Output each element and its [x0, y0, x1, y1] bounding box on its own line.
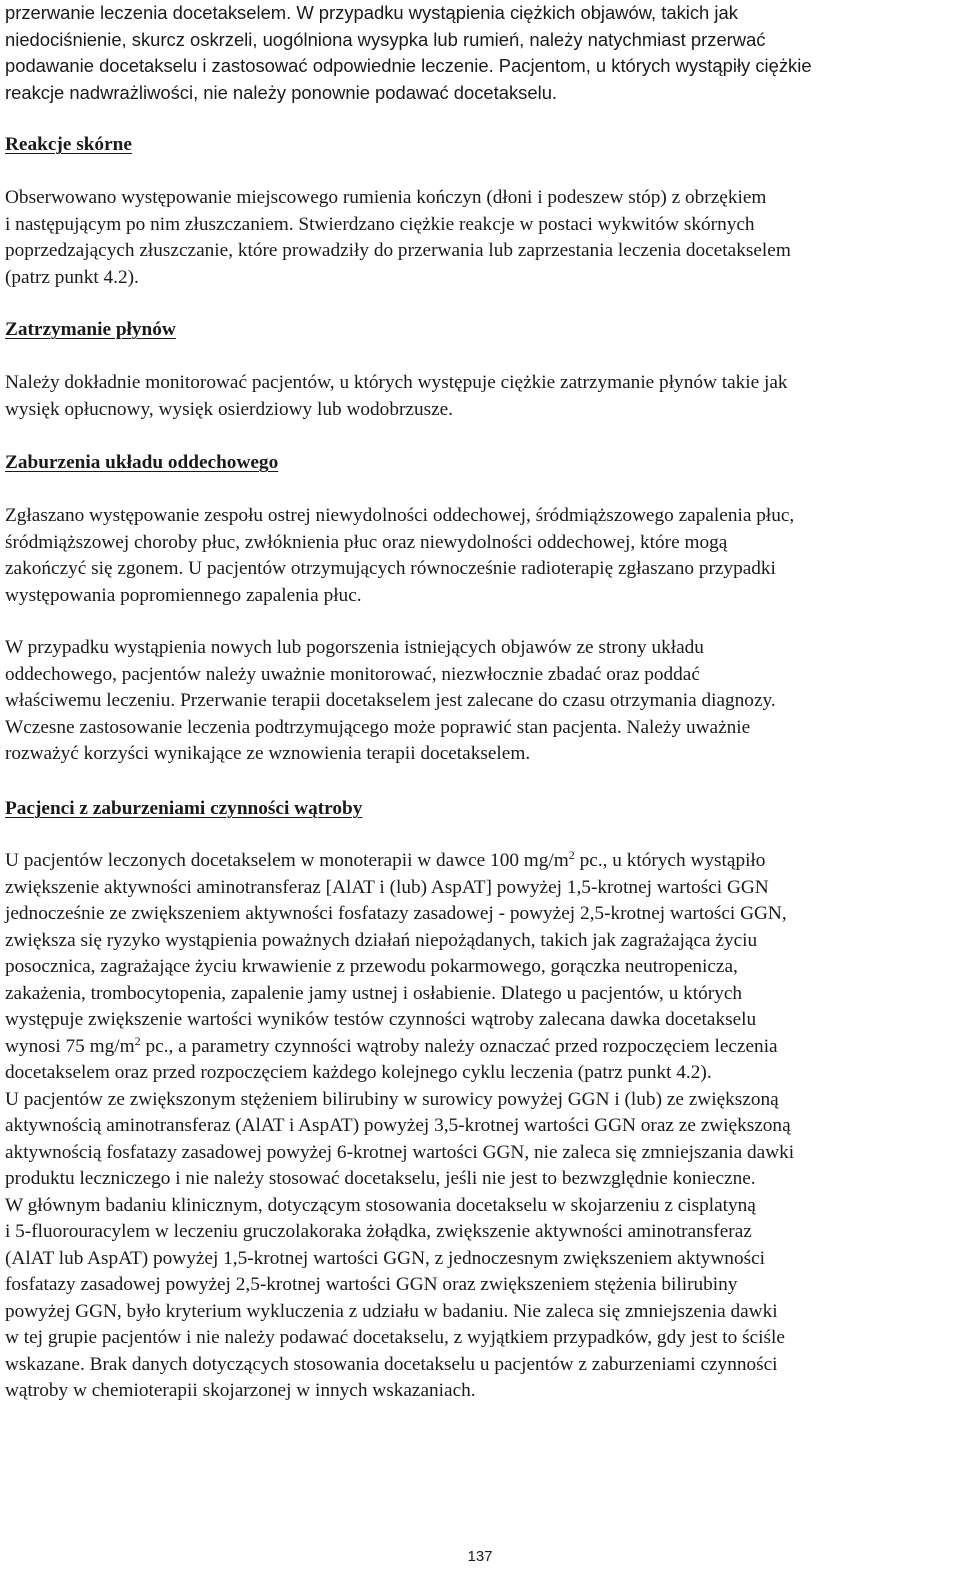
- text-line: W przypadku wystąpienia nowych lub pogorszenia istniejących objawów ze strony układu: [5, 637, 704, 658]
- hepatic-impairment-paragraph: [5, 848, 794, 1405]
- text-line: [5, 848, 794, 875]
- text-line: fosfatazy zasadowej powyżej 2,5-krotnej wartości GGN oraz zwiększeniem stężenia bilirubiny: [5, 1274, 738, 1295]
- text-fragment: pc., a parametry czynności wątroby należy oznaczać przed rozpoczęciem leczenia: [140, 1035, 778, 1057]
- text-line: właściwemu leczeniu. Przerwanie terapii docetakselem jest zalecane do czasu otrzymania diagnozy.: [5, 690, 776, 711]
- text-fragment: pc., u których wystąpiło: [574, 850, 766, 871]
- text-line: Wczesne zastosowanie leczenia podtrzymującego może poprawić stan pacjenta. Należy uważnie: [5, 716, 751, 738]
- text-line: wątroby w chemioterapii skojarzonej w innych wskazaniach.: [5, 1380, 476, 1401]
- text-line: poprzedzających złuszczanie, które prowadziły do przerwania lub zaprzestania leczenia docetakselem: [5, 240, 791, 261]
- section-heading-respiratory-disorders: Zaburzenia układu oddechowego: [5, 452, 279, 473]
- text-line: występowania popromiennego zapalenia płuc.: [5, 584, 362, 606]
- text-line: docetakselem oraz przed rozpoczęciem każdego kolejnego cyklu leczenia (patrz punkt 4.2).: [5, 1062, 712, 1083]
- superscript: 2: [134, 1033, 141, 1048]
- text-fragment: wynosi 75 mg/m: [5, 1035, 135, 1057]
- text-line: Należy dokładnie monitorować pacjentów, u których występuje ciężkie zatrzymanie płynów takie jak: [5, 372, 788, 393]
- text-line: i 5-fluorouracylem w leczeniu gruczolakoraka żołądka, zwiększenie aktywności aminotransferaz: [5, 1221, 752, 1242]
- text-line: podawanie docetakselu i zastosować odpowiednie leczenie. Pacjentom, u których wystąpiły ciężkie: [5, 55, 812, 76]
- respiratory-paragraph-2: [5, 635, 776, 768]
- text-line: U pacjentów ze zwiększonym stężeniem bilirubiny w surowicy powyżej GGN i (lub) ze zwiększoną: [5, 1088, 779, 1110]
- text-line: rozważyć korzyści wynikające ze wznowienia terapii docetakselem.: [5, 743, 531, 764]
- superscript: 2: [568, 848, 575, 862]
- respiratory-paragraph-1: [5, 503, 794, 609]
- text-line: zwiększa się ryzyko wystąpienia poważnych działań niepożądanych, takich jak zagrażająca życiu: [5, 929, 758, 951]
- text-line: wysięk opłucnowy, wysięk osierdziowy lub wodobrzusze.: [5, 398, 454, 420]
- section-heading-fluid-retention: Zatrzymanie płynów: [5, 319, 176, 340]
- section-heading-hepatic-impairment: Pacjenci z zaburzeniami czynności wątroby: [5, 798, 363, 819]
- text-line: W głównym badaniu klinicznym, dotyczącym stosowania docetakselu w skojarzeniu z cisplatyną: [5, 1194, 756, 1216]
- intro-paragraph: [5, 0, 812, 106]
- text-line: aktywnością fosfatazy zasadowej powyżej 6-krotnej wartości GGN, nie zaleca się zmniejszania dawki: [5, 1141, 795, 1163]
- text-line: posocznica, zagrażające życiu krwawienie z przewodu pokarmowego, gorączka neutropenicza,: [5, 956, 738, 977]
- text-line: zakończyć się zgonem. U pacjentów otrzymujących równocześnie radioterapię zgłaszano przypadki: [5, 558, 776, 579]
- text-line: produktu leczniczego i nie należy stosować docetakselu, jeśli nie jest to bezwzględnie konieczne.: [5, 1168, 756, 1189]
- text-line: (patrz punkt 4.2).: [5, 266, 139, 288]
- text-line: zakażenia, trombocytopenia, zapalenie jamy ustnej i osłabienie. Dlatego u pacjentów, u których: [5, 982, 743, 1004]
- text-line: aktywnością aminotransferaz (AlAT i AspAT) powyżej 3,5-krotnej wartości GGN oraz ze zwiększoną: [5, 1115, 791, 1136]
- skin-reactions-paragraph: [5, 185, 791, 291]
- page-number: 137: [467, 1548, 493, 1565]
- text-line: [5, 1034, 794, 1061]
- text-line: jednocześnie ze zwiększeniem aktywności fosfatazy zasadowej - powyżej 2,5-krotnej wartości GGN,: [5, 903, 787, 924]
- fluid-retention-paragraph: [5, 370, 788, 423]
- text-line: niedociśnienie, skurcz oskrzeli, uogólniona wysypka lub rumień, należy natychmiast przerwać: [5, 28, 766, 50]
- text-line: Zgłaszano występowanie zespołu ostrej niewydolności oddechowej, śródmiąższowego zapalenia płuc,: [5, 505, 795, 526]
- text-line: (AlAT lub AspAT) powyżej 1,5-krotnej wartości GGN, z jednoczesnym zwiększeniem aktywności: [5, 1247, 765, 1269]
- text-line: powyżej GGN, było kryterium wykluczenia z udziału w badaniu. Nie zaleca się zmniejszenia dawki: [5, 1300, 778, 1322]
- text-line: występuje zwiększenie wartości wyników testów czynności wątroby zalecana dawka docetakselu: [5, 1009, 757, 1030]
- text-line: i następującym po nim złuszczaniem. Stwierdzano ciężkie reakcje w postaci wykwitów skórnych: [5, 213, 755, 235]
- section-heading-skin-reactions: Reakcje skórne: [5, 134, 132, 155]
- text-line: śródmiąższowej choroby płuc, zwłóknienia płuc oraz niewydolności oddechowej, które mogą: [5, 531, 728, 553]
- text-line: przerwanie leczenia docetakselem. W przypadku wystąpienia ciężkich objawów, takich jak: [5, 2, 738, 23]
- text-line: Obserwowano występowanie miejscowego rumienia kończyn (dłoni i podeszew stóp) z obrzękiem: [5, 187, 767, 208]
- text-line: zwiększenie aktywności aminotransferaz [AlAT i (lub) AspAT] powyżej 1,5-krotnej wartości GGN: [5, 876, 769, 898]
- text-fragment: U pacjentów leczonych docetakselem w monoterapii w dawce 100 mg/m: [5, 850, 569, 871]
- text-line: w tej grupie pacjentów i nie należy podawać docetakselu, z wyjątkiem przypadków, gdy jest to ściśle: [5, 1327, 785, 1348]
- text-line: wskazane. Brak danych dotyczących stosowania docetakselu u pacjentów z zaburzeniami czynności: [5, 1353, 778, 1375]
- text-line: oddechowego, pacjentów należy uważnie monitorować, niezwłocznie zbadać oraz poddać: [5, 663, 700, 685]
- text-line: reakcje nadwrażliwości, nie należy ponownie podawać docetakselu.: [5, 81, 558, 103]
